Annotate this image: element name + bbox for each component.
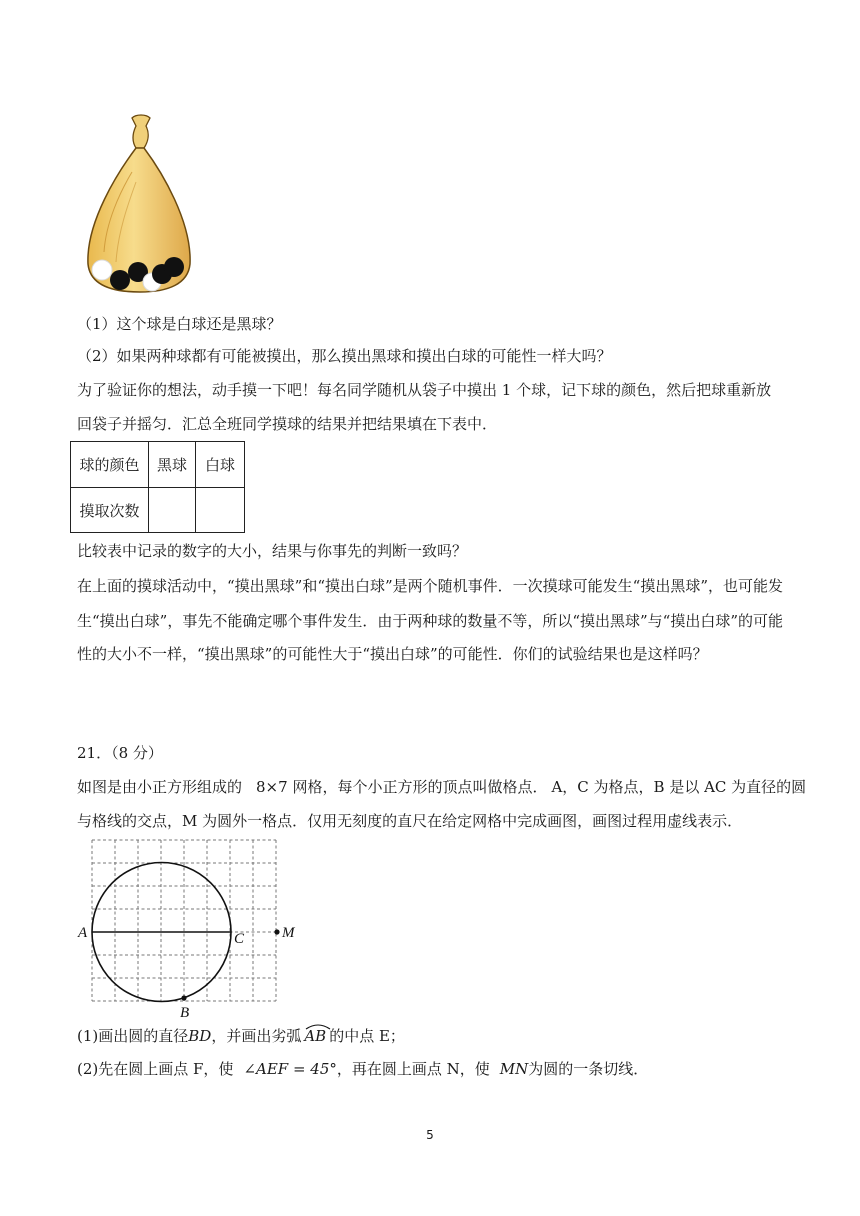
desc-text: A，C 为格点，B 是以 AC 为直径的圆 [551,778,807,796]
desc-text: 如图是由小正方形组成的 [77,778,243,796]
instruction-line-2: 回袋子并摇匀．汇总全班同学摸球的结果并把结果填在下表中． [77,415,498,433]
table-header-cell: 球的颜色 [71,442,149,488]
question-2: （2）如果两种球都有可能被摸出，那么摸出黑球和摸出白球的可能性一样大吗？ [77,347,612,365]
problem-21-header: 21．（8 分） [77,744,163,762]
diameter-bd: BD [188,1027,212,1045]
label-b: B [180,1005,190,1020]
table-row [71,442,245,488]
explanation-line-3: 性的大小不一样，“摸出黑球”的可能性大于“摸出白球”的可能性．你们的试验结果也是这样吗？ [77,645,708,663]
point-b [181,995,186,1000]
bag-of-balls-illustration [80,112,200,294]
instruction-line-1: 为了验证你的想法，动手摸一下吧！每名同学随机从袋子中摸出 1 个球，记下球的颜色，然后把球重新放 [77,381,772,399]
problem-21-desc-line-2: 与格线的交点，M 为圆外一格点．仅用无刻度的直尺在给定网格中完成画图，画图过程用虚线表示． [77,812,743,830]
table-header-cell: 黑球 [149,442,196,488]
bag-neck [132,115,150,148]
table-cell: 摸取次数 [71,488,149,533]
problem-21-q1 [77,1026,405,1046]
dashed-grid [92,840,276,1001]
table-header-cell: 白球 [196,442,245,488]
label-c: C [234,931,245,947]
label-m: M [282,925,295,941]
grid-size-text: 8×7 网格，每个小正方形的顶点叫做格点． [256,778,548,796]
explanation-line-2: 生“摸出白球”，事先不能确定哪个事件发生．由于两种球的数量不等，所以“摸出黑球”与“摸出白球”的可能 [77,612,784,630]
black-ball [164,257,184,277]
arc-ab [304,1026,326,1046]
grid-circle-figure [74,834,304,1020]
table-cell [196,488,245,533]
q2-text: (2)先在圆上画点 F，使 [77,1060,234,1078]
table-cell [149,488,196,533]
arc-label: AB [304,1027,327,1045]
q1-text: ，并画出劣弧 [211,1027,302,1045]
explanation-line-1: 在上面的摸球活动中，“摸出黑球”和“摸出白球”是两个随机事件．一次摸球可能发生“摸出黑球”，也可能发 [77,577,784,595]
problem-21-desc-line-1 [77,777,806,797]
q1-text: (1)画出圆的直径 [77,1027,189,1045]
tangent-mn: MN [499,1060,529,1078]
point-m [274,929,279,934]
angle-aef: ∠AEF = 45° [243,1060,337,1078]
problem-21-q2 [77,1059,648,1079]
table-row [71,488,245,533]
compare-question: 比较表中记录的数字的大小，结果与你事先的判断一致吗？ [77,542,468,560]
label-a: A [78,925,88,941]
black-ball [110,270,130,290]
q2-text: ，再在圆上画点 N，使 [336,1060,490,1078]
question-1: （1）这个球是白球还是黑球？ [77,315,282,333]
q1-text: 的中点 E； [329,1027,405,1045]
q2-text: 为圆的一条切线． [528,1060,649,1078]
results-table [70,441,245,533]
page-number: 5 [426,1128,434,1142]
